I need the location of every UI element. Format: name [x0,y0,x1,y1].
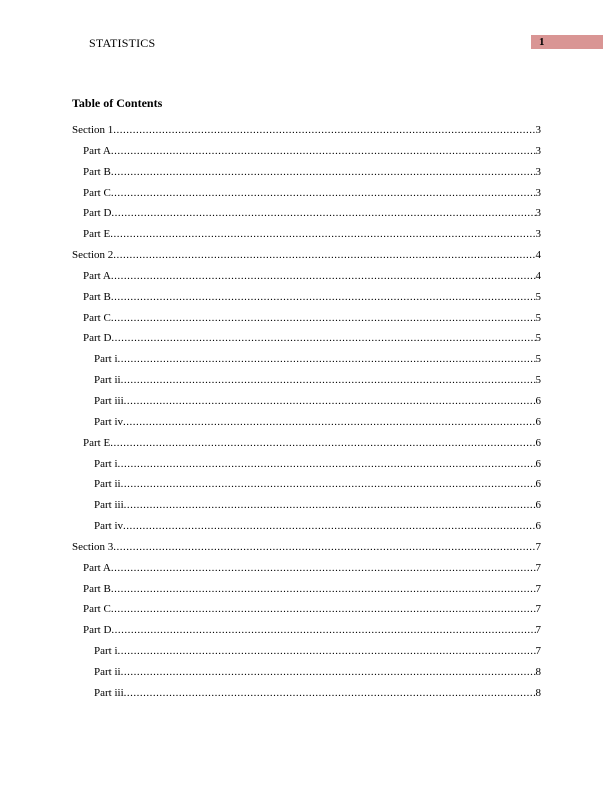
toc-entry-label: Part iv [94,520,124,533]
toc-entry[interactable] [72,579,541,600]
toc-entry-label: Part A [83,269,111,282]
toc-entry-label: Section 1 [72,124,114,136]
toc-entry[interactable] [72,433,541,454]
toc-entry-label: Part B [83,290,111,303]
toc-dot-leader [123,516,535,537]
toc-entry-page: 6 [535,478,541,491]
toc-entry-page: 7 [535,603,541,616]
toc-entry-page: 7 [535,645,541,658]
toc-dot-leader [111,620,535,641]
toc-entry-label: Part C [83,311,111,324]
toc-dot-leader [118,641,536,662]
toc-entry-label: Part iii [94,686,124,699]
toc-dot-leader [113,245,535,266]
toc-entry[interactable] [72,558,541,579]
toc-entry-label: Part i [94,645,118,658]
toc-entry[interactable] [72,183,541,204]
toc-entry-page: 5 [535,290,541,303]
toc-entry[interactable] [72,141,541,162]
toc-entry-label: Part A [83,144,111,157]
toc-entry[interactable] [72,683,541,704]
toc-entry-label: Section 2 [72,249,114,262]
toc-entry[interactable] [72,391,541,412]
toc-entry[interactable] [72,474,541,495]
toc-entry[interactable] [72,516,541,537]
toc-dot-leader [124,495,536,516]
toc-dot-leader [111,266,536,287]
toc-entry-page: 4 [535,269,541,282]
toc-entry-label: Part D [83,207,112,220]
toc-entry-label: Part i [94,457,118,470]
toc-entry-label: Part C [83,186,111,199]
toc-dot-leader [111,558,536,579]
toc-entry-label: Section 3 [72,540,114,553]
toc-entry-page: 5 [535,374,541,387]
toc-entry-label: Part ii [94,478,121,491]
toc-entry[interactable] [72,203,541,224]
toc-entry-label: Part C [83,603,111,616]
toc-entry[interactable] [72,266,541,287]
toc-entry-label: Part iv [94,415,124,428]
toc-entry[interactable] [72,662,541,683]
toc-entry-page: 5 [535,353,541,366]
toc-entry-page: 3 [535,124,541,136]
toc-entry-page: 6 [535,457,541,470]
toc-entry-page: 4 [535,249,541,262]
toc-dot-leader [111,162,536,183]
toc-entry-label: Part D [83,624,112,637]
toc-entry-page: 6 [535,499,541,512]
toc-dot-leader [118,454,536,475]
toc-dot-leader [111,599,536,620]
toc-entry-page: 7 [535,624,541,637]
toc-entry[interactable] [72,287,541,308]
toc-entry[interactable] [72,370,541,391]
toc-dot-leader [111,183,536,204]
toc-entry[interactable] [72,328,541,349]
toc-entry-label: Part A [83,561,111,574]
toc-entry-label: Part E [83,228,111,241]
toc-dot-leader [110,433,535,454]
toc-entry-page: 3 [535,228,541,241]
toc-entry-page: 6 [535,415,541,428]
toc-entry-label: Part iii [94,499,124,512]
toc-title: Table of Contents [72,96,163,110]
toc-dot-leader [121,370,536,391]
toc-entry-label: Part D [83,332,112,345]
toc-entry-page: 3 [535,186,541,199]
toc-entry[interactable] [72,641,541,662]
toc-dot-leader [111,287,536,308]
toc-dot-leader [118,349,536,370]
toc-entry-page: 5 [535,332,541,345]
toc-dot-leader [121,662,536,683]
page-number-badge: 1 [531,35,603,49]
toc-dot-leader [121,474,536,495]
toc-entry-page: 6 [535,394,541,407]
toc-dot-leader [111,203,535,224]
toc-entry[interactable] [72,120,541,141]
toc-entry-page: 3 [535,144,541,157]
toc-entry-label: Part B [83,582,111,595]
toc-entry[interactable] [72,349,541,370]
toc-dot-leader [113,537,535,558]
toc-dot-leader [113,120,535,141]
toc-entry[interactable] [72,412,541,433]
toc-entry-label: Part B [83,165,111,178]
toc-entry-page: 8 [535,665,541,678]
toc-entry[interactable] [72,620,541,641]
toc-dot-leader [110,224,535,245]
toc-entry-label: Part ii [94,665,121,678]
header-title: STATISTICS [89,36,156,50]
toc-entry[interactable] [72,245,541,266]
toc-entry-page: 3 [535,207,541,220]
toc-entry-page: 3 [535,165,541,178]
toc-entry[interactable] [72,308,541,329]
toc-dot-leader [111,579,536,600]
toc-entry-page: 8 [535,686,541,699]
toc-entry-label: Part E [83,436,111,449]
toc-entry-page: 5 [535,311,541,324]
toc-entry-page: 7 [535,540,541,553]
toc-dot-leader [111,328,535,349]
table-of-contents [72,120,541,704]
toc-entry-label: Part iii [94,394,124,407]
toc-entry-page: 7 [535,561,541,574]
toc-entry[interactable] [72,162,541,183]
toc-entry-page: 7 [535,582,541,595]
toc-entry-page: 6 [535,436,541,449]
toc-dot-leader [111,141,536,162]
toc-entry[interactable] [72,454,541,475]
toc-dot-leader [123,412,535,433]
toc-dot-leader [124,683,536,704]
toc-entry[interactable] [72,599,541,620]
toc-entry[interactable] [72,537,541,558]
toc-entry-page: 6 [535,520,541,533]
toc-dot-leader [111,308,536,329]
toc-entry-label: Part ii [94,374,121,387]
toc-dot-leader [124,391,536,412]
toc-entry[interactable] [72,495,541,516]
toc-entry[interactable] [72,224,541,245]
toc-entry-label: Part i [94,353,118,366]
